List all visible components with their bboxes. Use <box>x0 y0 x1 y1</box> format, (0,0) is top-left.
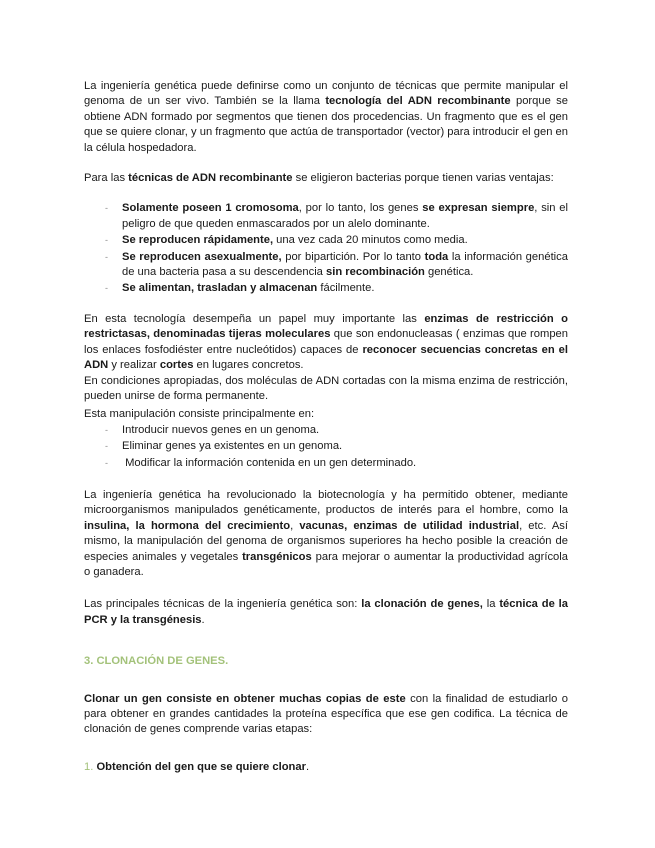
conditions-paragraph: En condiciones apropiadas, dos moléculas de ADN cortadas con la misma enzima de restricción, pueden unirse de forma permanente. <box>84 374 568 402</box>
cloning-paragraph: Clonar un gen consiste en obtener muchas copias de este con la finalidad de estudiarlo o para obtener en grandes cantidades la proteína específica que ese gen codifica. La técnica de clonación de genes comprende varias etapas: <box>84 692 568 736</box>
step-one: 1. Obtención del gen que se quiere clonar. <box>84 760 310 773</box>
bacteria-paragraph: Para las técnicas de ADN recombinante se eligieron bacterias porque tienen varias ventajas: <box>84 172 554 185</box>
revolution-paragraph: La ingeniería genética ha revolucionado la biotecnología y ha permitido obtener, mediante microorganismos manipulados genéticamente, productos de interés para el hombre, como la insulina, la hormona del crecimiento, vacunas, enzimas de utilidad industrial, etc. Así mismo, la manipulación del genoma de organismos superiores ha hecho posible la creación de especies animales y vegetales transgénicos para mejorar o aumentar la productividad agrícola o ganadera. <box>84 488 569 578</box>
enzymes-paragraph: En esta tecnología desempeña un papel muy importante las enzimas de restricción o restrictasas, denominadas tijeras moleculares que son endonucleasas ( enzimas que rompen los enlaces fosfodiéster entre nucleótidos) capaces de reconocer secuencias concretas en el ADN y realizar cortes en lugares concretos. <box>84 312 568 372</box>
manipulation-paragraph: Esta manipulación consiste principalmente en: <box>84 408 315 421</box>
list-item: - Introducir nuevos genes en un genoma. <box>105 423 320 436</box>
list-item: - Eliminar genes ya existentes en un genoma. <box>105 440 343 453</box>
manipulation-list <box>105 423 568 471</box>
list-item: - Modificar la información contenida en un gen determinado. <box>105 456 417 469</box>
list-item: - Se reproducen rápidamente, una vez cada 20 minutos como media. <box>105 234 468 247</box>
section-heading: 3. CLONACIÓN DE GENES. <box>84 655 229 668</box>
list-item: - Se alimentan, trasladan y almacenan fácilmente. <box>105 282 375 295</box>
document-page <box>84 79 568 775</box>
list-item: - Se reproducen asexualmente, por bipartición. Por lo tanto toda la información genética de una bacteria pasa a su descendencia sin recombinación genética. <box>105 250 568 279</box>
list-item: - Solamente poseen 1 cromosoma, por lo tanto, los genes se expresan siempre, sin el peligro de que queden enmascarados por un alelo dominante. <box>105 202 568 230</box>
intro-paragraph: La ingeniería genética puede definirse como un conjunto de técnicas que permite manipular el genoma de un ser vivo. También se la llama tecnología del ADN recombinante porque se obtiene ADN formado por segmentos que tienen dos procedencias. Un fragmento que es el gen que se quiere clonar, y un fragmento que actúa de transportador (vector) para introducir el gen en la célula hospedadora. <box>84 80 568 154</box>
advantages-list <box>105 201 568 296</box>
techniques-paragraph: Las principales técnicas de la ingeniería genética son: la clonación de genes, la técnica de la PCR y la transgénesis. <box>84 598 569 626</box>
